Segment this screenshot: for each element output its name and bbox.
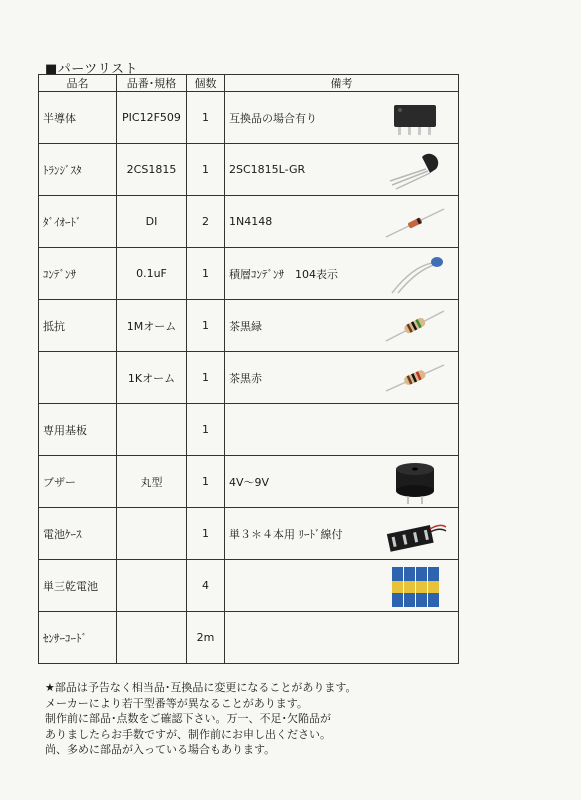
cell-qty: 1 (187, 248, 225, 300)
capacitor-icon (376, 251, 454, 297)
cell-qty: 4 (187, 560, 225, 612)
cell-note: 互換品の場合有り (229, 111, 317, 125)
table-row (39, 560, 459, 612)
resistor-icon (376, 355, 454, 401)
cell-qty: 1 (187, 144, 225, 196)
cell-name: 電池ｹｰｽ (39, 508, 117, 560)
table-row (39, 508, 459, 560)
cell-qty: 1 (187, 456, 225, 508)
cell-note: 1N4148 (229, 215, 273, 228)
cell-name: ﾀﾞｲｵｰﾄﾞ (39, 196, 117, 248)
table-row (39, 92, 459, 144)
footnote-line: 尚、多めに部品が入っている場合もあります。 (45, 743, 276, 756)
table-header-row (39, 75, 459, 92)
cell-note: 2SC1815L-GR (229, 163, 306, 176)
cell-model: 1Kオーム (117, 352, 187, 404)
cell-name: ｾﾝｻｰｺｰﾄﾞ (39, 612, 117, 664)
cell-name: 単三乾電池 (39, 560, 117, 612)
footnote-line: メーカーにより若干型番等が異なることがあります。 (45, 696, 308, 710)
cell-name: 専用基板 (39, 404, 117, 456)
cell-model: 丸型 (117, 456, 187, 508)
cell-name: ｺﾝﾃﾞﾝｻ (39, 248, 117, 300)
cell-note: 単３＊４本用 ﾘｰﾄﾞ線付 (229, 527, 343, 541)
cell-note: 積層ｺﾝﾃﾞﾝｻ 104表示 (229, 267, 338, 281)
cell-name: 抵抗 (39, 300, 117, 352)
cell-model (117, 508, 187, 560)
parts-table (38, 74, 459, 664)
table-row (39, 300, 459, 352)
cell-qty: 2m (187, 612, 225, 664)
buzzer-icon (376, 459, 454, 505)
footnotes (45, 680, 356, 758)
cell-qty: 1 (187, 352, 225, 404)
cell-qty: 1 (187, 404, 225, 456)
cell-name: 半導体 (39, 92, 117, 144)
table-row (39, 196, 459, 248)
table-row (39, 144, 459, 196)
batteries-icon (376, 563, 454, 609)
cell-qty: 1 (187, 92, 225, 144)
cell-name: ブザー (39, 456, 117, 508)
footnote-line: ありましたらお手数ですが、制作前にお申し出ください。 (45, 727, 331, 741)
cell-name (39, 352, 117, 404)
cell-model: PIC12F509 (117, 92, 187, 144)
battery-case-icon (376, 511, 454, 557)
table-row (39, 456, 459, 508)
page-title: ■パーツリスト (45, 62, 139, 77)
header-qty: 個数 (187, 75, 225, 92)
cell-model: 1Mオーム (117, 300, 187, 352)
footnote-line: 制作前に部品･点数をご確認下さい。万一、不足･欠陥品が (45, 712, 331, 725)
cell-qty: 1 (187, 508, 225, 560)
cell-note: 茶黒赤 (229, 371, 262, 385)
table-row (39, 248, 459, 300)
transistor-icon (376, 147, 454, 193)
header-model: 品番･規格 (117, 75, 187, 92)
header-note: 備考 (225, 75, 459, 92)
cell-note: 4V～9V (229, 475, 270, 489)
diode-icon (376, 199, 454, 245)
resistor-icon (376, 303, 454, 349)
header-name: 品名 (39, 75, 117, 92)
cell-model: 2CS1815 (117, 144, 187, 196)
footnote-line: ★部品は予告なく相当品･互換品に変更になることがあります。 (45, 681, 357, 694)
cell-qty: 2 (187, 196, 225, 248)
cell-model: 0.1uF (117, 248, 187, 300)
ic-chip-icon (376, 95, 454, 141)
cell-model (117, 560, 187, 612)
table-row (39, 612, 459, 664)
table-row (39, 404, 459, 456)
cell-name: ﾄﾗﾝｼﾞｽﾀ (39, 144, 117, 196)
cell-model (117, 612, 187, 664)
table-row (39, 352, 459, 404)
cell-model: DI (117, 196, 187, 248)
cell-note: 茶黒緑 (229, 319, 262, 333)
cell-qty: 1 (187, 300, 225, 352)
cell-model (117, 404, 187, 456)
